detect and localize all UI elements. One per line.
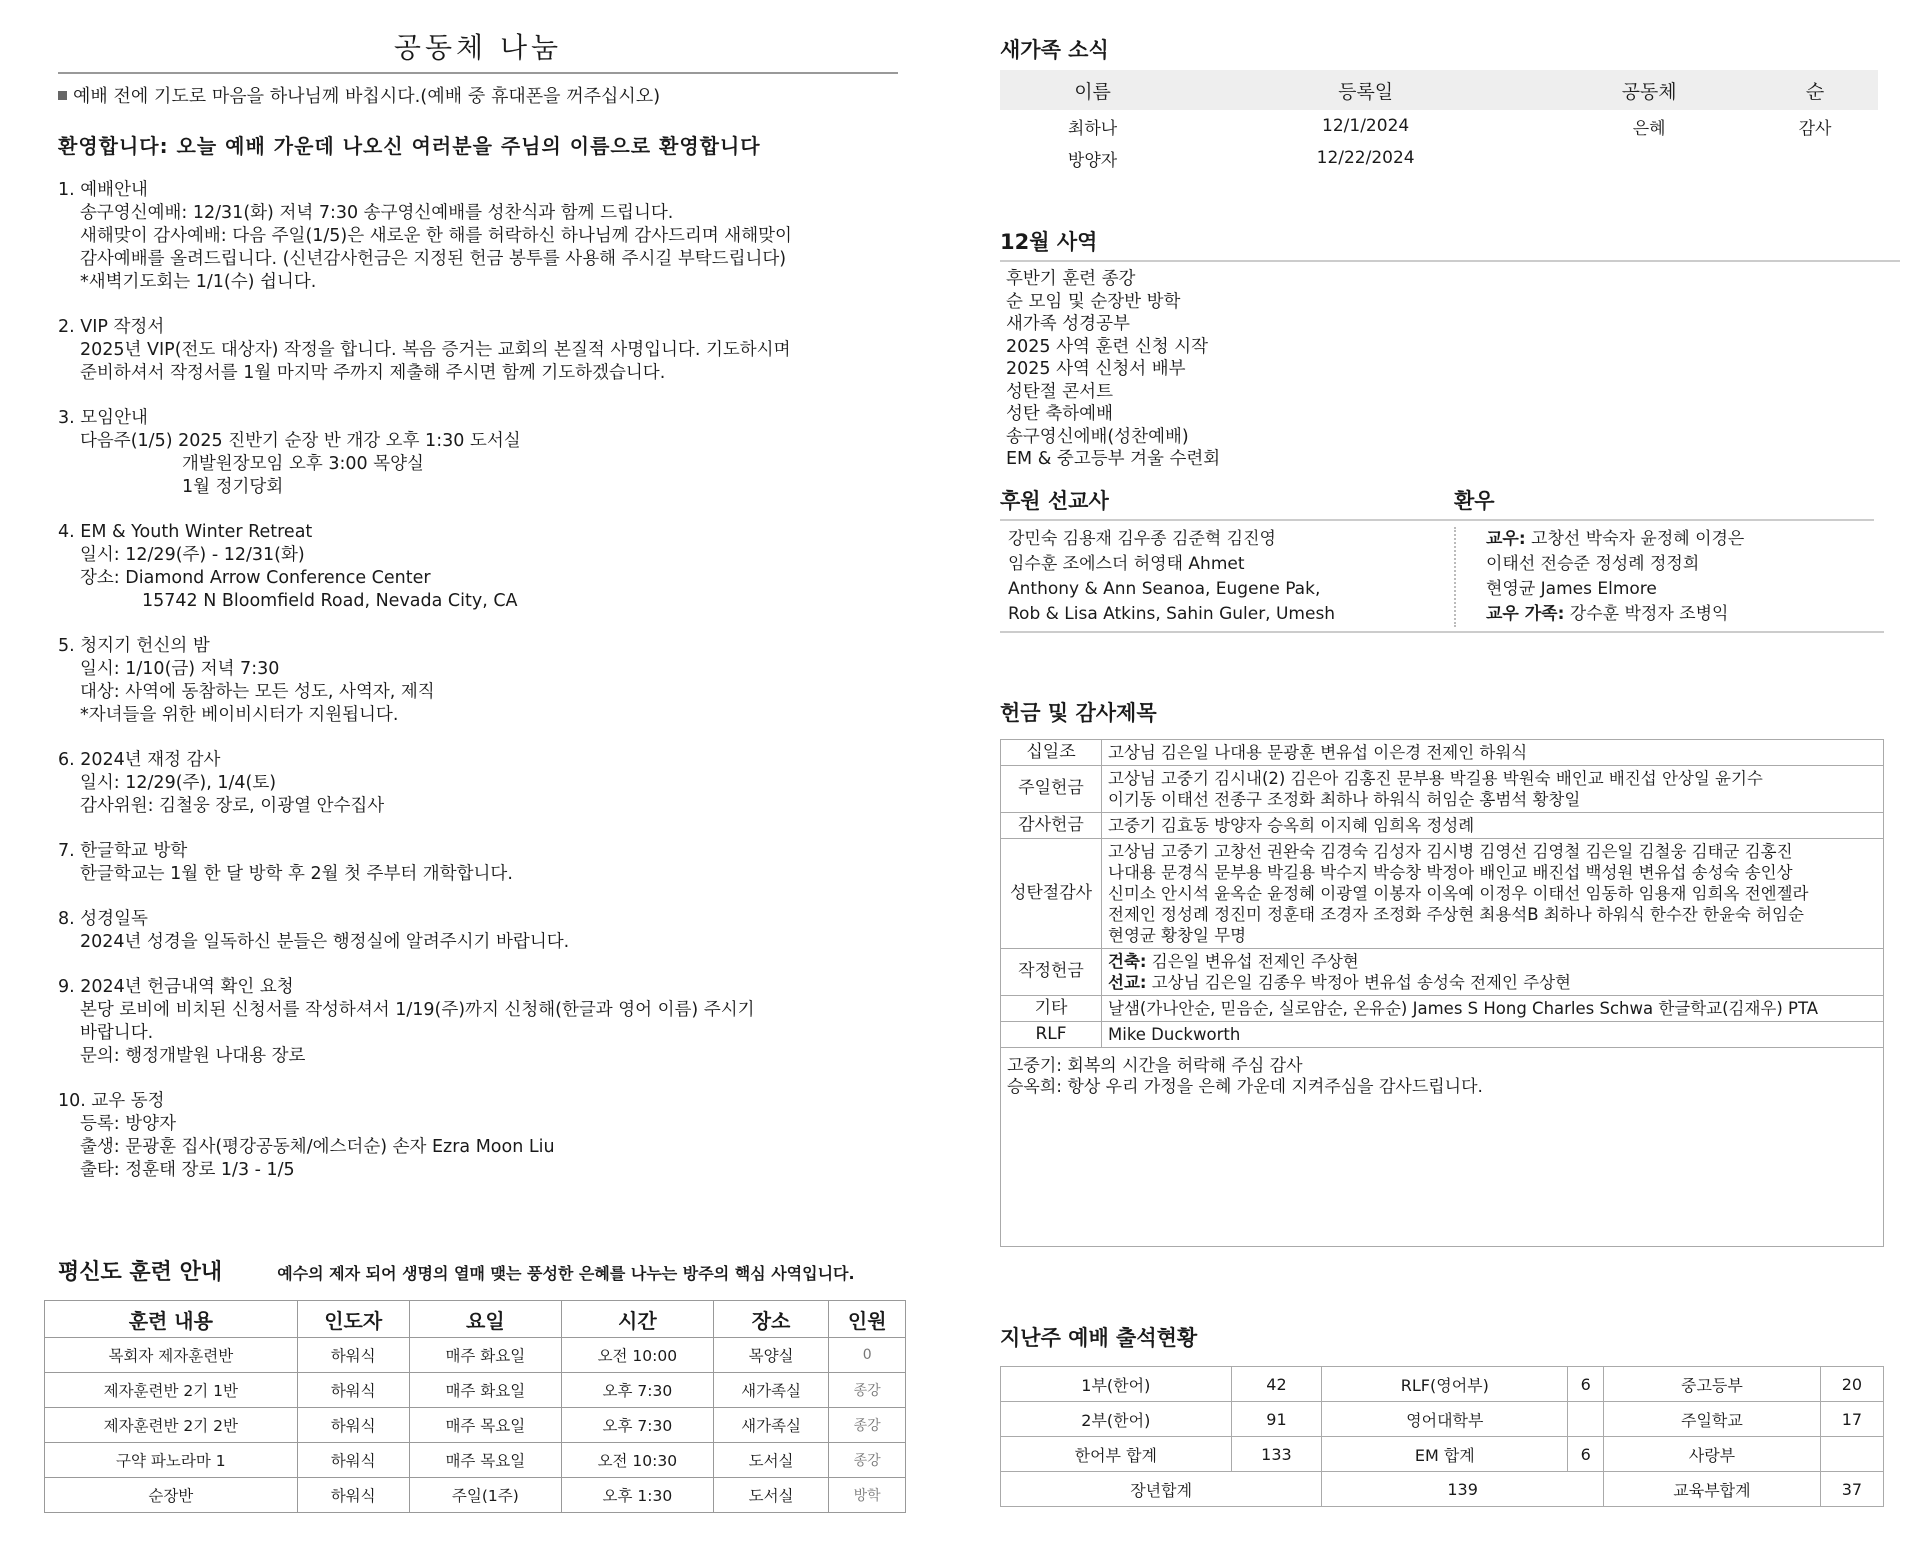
training-table bbox=[44, 1300, 906, 1513]
table-cell: 139 bbox=[1322, 1472, 1604, 1507]
announcement-item bbox=[58, 316, 898, 385]
row-content bbox=[1102, 765, 1884, 812]
announcement-line: 한글학교는 1월 한 달 방학 후 2월 첫 주부터 개학합니다. bbox=[80, 864, 513, 884]
table-cell: 최하나 bbox=[1067, 118, 1118, 139]
table-body bbox=[1001, 1367, 1884, 1507]
announcement-heading: 2. VIP 작정서 bbox=[58, 317, 165, 337]
list-item-label: 교우: bbox=[1486, 528, 1526, 549]
announcement-line: 일시: 1/10(금) 저녁 7:30 bbox=[80, 659, 280, 679]
row-label: 십일조 bbox=[1001, 739, 1102, 765]
announcement-line: 다음주(1/5) 2025 진반기 순장 반 개강 오후 1:30 도서실 bbox=[80, 431, 521, 451]
attendance-table bbox=[1000, 1366, 1884, 1507]
content-text: 고상님 김은일 김종우 박정아 변유섭 송성숙 전제인 주상현 bbox=[1146, 972, 1571, 992]
table-row bbox=[45, 1338, 906, 1373]
table-row bbox=[1001, 948, 1884, 995]
content-line: 신미소 안시석 윤옥순 윤정혜 이광열 이봉자 이옥예 이정우 이태선 임동하 임용재 임희옥 전엔젤라 bbox=[1108, 883, 1809, 903]
announcements bbox=[58, 179, 898, 1182]
notice-text: 예배 전에 기도로 마음을 하나님께 바칩시다.(예배 중 휴대폰을 꺼주십시오) bbox=[73, 86, 661, 107]
table-cell: 매주 화요일 bbox=[409, 1338, 561, 1373]
table-body bbox=[45, 1338, 906, 1513]
table-row bbox=[45, 1408, 906, 1443]
welcome-text: 환영합니다: 오늘 예배 가운데 나오신 여러분을 주님의 이름으로 환영합니다 bbox=[58, 134, 761, 158]
list-item: EM & 중고등부 겨울 수련회 bbox=[1006, 449, 1221, 469]
announcement-line: 바랍니다. bbox=[80, 1023, 154, 1043]
table-cell: 0 bbox=[829, 1338, 906, 1373]
sick-title: 환우 bbox=[1454, 488, 1495, 513]
announcement-item bbox=[58, 976, 898, 1068]
table-cell: 한어부 합계 bbox=[1001, 1437, 1232, 1472]
table-cell: 주일학교 bbox=[1603, 1402, 1820, 1437]
column-header: 등록일 bbox=[1185, 70, 1546, 110]
content-label: 건축: bbox=[1108, 951, 1147, 971]
table-cell: 133 bbox=[1231, 1437, 1322, 1472]
content-text: 김은일 변유섭 전제인 주상현 bbox=[1146, 951, 1359, 971]
right-page bbox=[1000, 0, 1900, 1500]
training-header bbox=[58, 1255, 908, 1286]
announcement-line: 대상: 사역에 동참하는 모든 성도, 사역자, 제직 bbox=[80, 682, 435, 702]
row-content bbox=[1102, 812, 1884, 838]
column-header: 공동체 bbox=[1546, 70, 1752, 110]
announcement-line: 2025년 VIP(전도 대상자) 작정을 합니다. 복음 증거는 교회의 본질적 사명입니다. 기도하시며 bbox=[80, 340, 791, 360]
table-cell: 오후 7:30 bbox=[561, 1373, 713, 1408]
sick-block bbox=[1454, 485, 1874, 627]
table-cell: 12/22/2024 bbox=[1316, 148, 1415, 168]
table-body bbox=[1000, 110, 1878, 174]
left-page bbox=[58, 0, 898, 1505]
table-cell: 제자훈련반 2기 1반 bbox=[45, 1373, 298, 1408]
column-header: 요일 bbox=[409, 1301, 561, 1338]
section-divider bbox=[1454, 519, 1874, 521]
content-line: 날샘(가나안순, 믿음순, 실로암순, 온유순) James S Hong Charles Schwa 한글학교(김재우) PTA bbox=[1108, 998, 1819, 1018]
column-header: 장소 bbox=[713, 1301, 829, 1338]
announcement-line: 새해맞이 감사예배: 다음 주일(1/5)은 새로운 한 해를 허락하신 하나님께 감사드리며 새해맞이 bbox=[80, 226, 792, 246]
list-item: Anthony & Ann Seanoa, Eugene Pak, bbox=[1008, 578, 1321, 599]
row-label: 감사헌금 bbox=[1001, 812, 1102, 838]
table-cell: 종강 bbox=[829, 1373, 906, 1408]
announcement-line: 일시: 12/29(주), 1/4(토) bbox=[80, 773, 277, 793]
content-line: 고상님 김은일 나대용 문광훈 변유섭 이은경 전제인 하워식 bbox=[1108, 742, 1528, 762]
sick-list bbox=[1454, 527, 1874, 627]
announcement-heading: 10. 교우 동정 bbox=[58, 1091, 165, 1111]
list-item: 임수훈 조에스더 허영태 Ahmet bbox=[1008, 553, 1245, 574]
announcement-line: 1월 정기당회 bbox=[182, 477, 284, 497]
table-cell: 20 bbox=[1820, 1367, 1883, 1402]
row-content bbox=[1102, 739, 1884, 765]
list-item-text: 강수훈 박정자 조병익 bbox=[1564, 603, 1729, 624]
missionary-list bbox=[1000, 527, 1460, 627]
column-header: 순 bbox=[1752, 70, 1878, 110]
table-cell: 도서실 bbox=[713, 1443, 829, 1478]
table-cell: 37 bbox=[1820, 1472, 1883, 1507]
attendance-title: 지난주 예배 출석현황 bbox=[1000, 1326, 1198, 1350]
table-row bbox=[45, 1443, 906, 1478]
content-label: 선교: bbox=[1108, 972, 1147, 992]
square-bullet-icon bbox=[58, 91, 67, 100]
row-label: 주일헌금 bbox=[1001, 765, 1102, 812]
announcement-line: 송구영신예배: 12/31(화) 저녁 7:30 송구영신예배를 성찬식과 함께 드립니다. bbox=[80, 203, 674, 223]
announcement-heading: 9. 2024년 헌금내역 확인 요청 bbox=[58, 977, 294, 997]
content-line: 고상님 고중기 고창선 권완숙 김경숙 김성자 김시병 김영선 김영철 김은일 김철웅 김태군 김홍진 bbox=[1108, 841, 1793, 861]
announcement-line: 문의: 행정개발원 나대용 장로 bbox=[80, 1046, 306, 1066]
table-cell: 방양자 bbox=[1067, 150, 1118, 171]
list-item: 성탄 축하예배 bbox=[1006, 404, 1113, 424]
thanks-row bbox=[1001, 1047, 1884, 1246]
table-cell: 하워식 bbox=[297, 1478, 409, 1513]
announcement-item bbox=[58, 521, 898, 613]
row-label: RLF bbox=[1001, 1021, 1102, 1047]
table-header-row bbox=[1000, 70, 1878, 110]
row-label: 작정헌금 bbox=[1001, 948, 1102, 995]
table-row bbox=[1000, 110, 1878, 142]
content-line: 현영균 황창일 무명 bbox=[1108, 925, 1247, 945]
announcement-item bbox=[58, 1090, 898, 1182]
list-item: 송구영신에배(성찬예배) bbox=[1006, 426, 1189, 447]
table-cell bbox=[1568, 1402, 1604, 1437]
announcement-heading: 6. 2024년 재정 감사 bbox=[58, 750, 221, 770]
thanks-cell bbox=[1001, 1047, 1884, 1246]
table-cell: 매주 화요일 bbox=[409, 1373, 561, 1408]
training-title: 평신도 훈련 안내 bbox=[58, 1260, 223, 1285]
content-line: 고중기 김효동 방양자 승옥희 이지혜 임희옥 정성례 bbox=[1108, 815, 1475, 835]
table-cell: 목회자 제자훈련반 bbox=[45, 1338, 298, 1373]
announcement-item bbox=[58, 179, 898, 294]
announcement-line: 15742 N Bloomfield Road, Nevada City, CA bbox=[142, 591, 518, 611]
table-row bbox=[1001, 995, 1884, 1021]
announcement-line: 출타: 정훈태 장로 1/3 - 1/5 bbox=[80, 1160, 295, 1180]
table-cell bbox=[1546, 142, 1752, 174]
content-line: 전제인 정성례 정진미 정훈태 조경자 조정화 주상현 최용석B 최하나 하워식 한수잔 한윤숙 허임순 bbox=[1108, 904, 1804, 924]
column-header: 이름 bbox=[1000, 70, 1185, 110]
thanks-line: 고중기: 회복의 시간을 허락해 주심 감사 bbox=[1007, 1055, 1303, 1076]
row-content bbox=[1102, 838, 1884, 948]
table-body bbox=[1001, 739, 1884, 1246]
table-cell: 하워식 bbox=[297, 1373, 409, 1408]
column-header: 인도자 bbox=[297, 1301, 409, 1338]
december-title: 12월 사역 bbox=[1000, 230, 1098, 254]
list-item bbox=[1486, 602, 1874, 627]
table-cell bbox=[1752, 142, 1878, 174]
table-cell: 매주 목요일 bbox=[409, 1408, 561, 1443]
announcement-line: 출생: 문광훈 집사(평강공동체/에스더순) 손자 Ezra Moon Liu bbox=[80, 1137, 555, 1157]
table-cell: 사랑부 bbox=[1603, 1437, 1820, 1472]
announcement-heading: 7. 한글학교 방학 bbox=[58, 841, 188, 861]
table-row bbox=[1000, 142, 1878, 174]
content-line: 나대용 문경식 문부용 박길용 박수지 박승창 박정아 배인교 배진섭 백성원 변유섭 송성숙 송인상 bbox=[1108, 862, 1793, 882]
announcement-item bbox=[58, 749, 898, 818]
announcement-line: 개발원장모임 오후 3:00 목양실 bbox=[182, 454, 424, 474]
table-cell: 91 bbox=[1231, 1402, 1322, 1437]
announcement-item bbox=[58, 840, 898, 886]
table-cell: 2부(한어) bbox=[1001, 1402, 1232, 1437]
table-cell: 12/1/2024 bbox=[1322, 116, 1410, 136]
content-line bbox=[1108, 972, 1877, 993]
new-family-title: 새가족 소식 bbox=[1000, 38, 1109, 62]
offering-title: 헌금 및 감사제목 bbox=[1000, 700, 1157, 725]
announcement-line: *자녀들을 위한 베이비시터가 지원됩니다. bbox=[80, 705, 399, 725]
column-header: 시간 bbox=[561, 1301, 713, 1338]
attendance-section bbox=[1000, 1322, 1884, 1507]
content-line: Mike Duckworth bbox=[1108, 1024, 1241, 1044]
list-item: 후반기 훈련 종강 bbox=[1006, 269, 1136, 289]
table-cell: 매주 목요일 bbox=[409, 1443, 561, 1478]
table-cell: 도서실 bbox=[713, 1478, 829, 1513]
notice bbox=[58, 82, 898, 108]
announcement-line: 2024년 성경을 일독하신 분들은 행정실에 알려주시기 바랍니다. bbox=[80, 932, 570, 952]
table-cell: 1부(한어) bbox=[1001, 1367, 1232, 1402]
announcement-item bbox=[58, 635, 898, 727]
table-row bbox=[45, 1373, 906, 1408]
new-family-table bbox=[1000, 70, 1878, 174]
list-item bbox=[1486, 527, 1874, 552]
december-section bbox=[1000, 226, 1900, 471]
table-cell: RLF(영어부) bbox=[1322, 1367, 1568, 1402]
total-row bbox=[1001, 1472, 1884, 1507]
list-item: 성탄절 콘서트 bbox=[1006, 381, 1113, 402]
row-label: 기타 bbox=[1001, 995, 1102, 1021]
table-cell: 42 bbox=[1231, 1367, 1322, 1402]
page-title: 공동체 나눔 bbox=[393, 31, 563, 64]
table-row bbox=[1001, 1021, 1884, 1047]
content-line bbox=[1108, 951, 1877, 972]
announcement-heading: 3. 모임안내 bbox=[58, 408, 148, 428]
announcement-line: *새벽기도회는 1/1(수) 쉽니다. bbox=[80, 272, 317, 292]
announcement-line: 준비하셔서 작정서를 1월 마지막 주까지 제출해 주시면 함께 기도하겠습니다. bbox=[80, 363, 666, 383]
offering-section bbox=[1000, 697, 1900, 1247]
table-row bbox=[1001, 1367, 1884, 1402]
title-divider bbox=[58, 72, 898, 74]
training-subtitle: 예수의 제자 되어 생명의 열매 맺는 풍성한 은혜를 나누는 방주의 핵심 사역입니다. bbox=[277, 1264, 855, 1283]
table-cell: 제자훈련반 2기 2반 bbox=[45, 1408, 298, 1443]
table-cell: 주일(1주) bbox=[409, 1478, 561, 1513]
table-cell: 장년합계 bbox=[1001, 1472, 1322, 1507]
content-line: 고상님 고중기 김시내(2) 김은아 김홍진 문부용 박길용 박원숙 배인교 배진섭 안상일 윤기수 bbox=[1108, 768, 1763, 788]
table-cell: 하워식 bbox=[297, 1338, 409, 1373]
content-line: 이기동 이태선 전종구 조정화 최하나 하워식 허임순 홍범석 황창일 bbox=[1108, 789, 1581, 809]
announcement-line: 장소: Diamond Arrow Conference Center bbox=[80, 568, 431, 588]
table-cell: 교육부합계 bbox=[1603, 1472, 1820, 1507]
row-label: 성탄절감사 bbox=[1001, 838, 1102, 948]
row-content bbox=[1102, 948, 1884, 995]
table-cell: 오전 10:00 bbox=[561, 1338, 713, 1373]
announcement-line: 감사위원: 김철웅 장로, 이광열 안수집사 bbox=[80, 796, 385, 816]
table-cell: 6 bbox=[1568, 1367, 1604, 1402]
table-cell: 하워식 bbox=[297, 1408, 409, 1443]
list-item-text: 고창선 박숙자 윤정혜 이경은 bbox=[1525, 528, 1745, 549]
table-cell: EM 합계 bbox=[1322, 1437, 1568, 1472]
offering-table bbox=[1000, 739, 1884, 1247]
table-row bbox=[1001, 765, 1884, 812]
list-item: 새가족 성경공부 bbox=[1006, 314, 1130, 334]
list-item-label: 교우 가족: bbox=[1486, 603, 1565, 624]
list-item: 강민숙 김용재 김우종 김준혁 김진영 bbox=[1008, 528, 1276, 549]
section-divider bbox=[1000, 519, 1460, 521]
list-item: Rob & Lisa Atkins, Sahin Guler, Umesh bbox=[1008, 603, 1336, 624]
table-row bbox=[1001, 838, 1884, 948]
december-list bbox=[1000, 268, 1900, 471]
table-cell: 구약 파노라마 1 bbox=[45, 1443, 298, 1478]
missionary-sick-section bbox=[1000, 485, 1900, 627]
table-cell: 순장반 bbox=[45, 1478, 298, 1513]
table-cell: 종강 bbox=[829, 1443, 906, 1478]
table-cell: 새가족실 bbox=[713, 1408, 829, 1443]
column-header: 훈련 내용 bbox=[45, 1301, 298, 1338]
table-row bbox=[1001, 739, 1884, 765]
list-item: 2025 사역 훈련 신청 시작 bbox=[1006, 336, 1209, 357]
missionary-block bbox=[1000, 485, 1460, 627]
table-row bbox=[1001, 812, 1884, 838]
table-cell bbox=[1820, 1437, 1883, 1472]
section-divider bbox=[1000, 631, 1884, 633]
table-cell: 영어대학부 bbox=[1322, 1402, 1568, 1437]
table-cell: 새가족실 bbox=[713, 1373, 829, 1408]
announcement-item bbox=[58, 407, 898, 499]
list-item-text: 이태선 전승준 정성례 정정희 bbox=[1486, 553, 1700, 574]
announcement-heading: 5. 청지기 헌신의 밤 bbox=[58, 636, 210, 656]
table-cell: 오후 1:30 bbox=[561, 1478, 713, 1513]
section-divider bbox=[1000, 260, 1900, 262]
thanks-line: 승옥희: 항상 우리 가정을 은혜 가운데 지켜주심을 감사드립니다. bbox=[1007, 1076, 1483, 1097]
table-cell: 중고등부 bbox=[1603, 1367, 1820, 1402]
announcement-heading: 8. 성경일독 bbox=[58, 909, 148, 929]
announcement-line: 등록: 방양자 bbox=[80, 1114, 176, 1134]
list-item bbox=[1486, 552, 1874, 577]
announcement-heading: 1. 예배안내 bbox=[58, 180, 148, 200]
table-cell: 17 bbox=[1820, 1402, 1883, 1437]
list-item-text: 현영균 James Elmore bbox=[1486, 578, 1657, 599]
list-item: 2025 사역 신청서 배부 bbox=[1006, 359, 1186, 379]
table-cell: 종강 bbox=[829, 1408, 906, 1443]
row-content bbox=[1102, 995, 1884, 1021]
table-cell: 오전 10:30 bbox=[561, 1443, 713, 1478]
table-row bbox=[1001, 1402, 1884, 1437]
table-cell: 오후 7:30 bbox=[561, 1408, 713, 1443]
table-row bbox=[45, 1478, 906, 1513]
announcement-line: 본당 로비에 비치된 신청서를 작성하셔서 1/19(주)까지 신청해(한글과 영어 이름) 주시기 bbox=[80, 1000, 755, 1020]
list-item: 순 모임 및 순장반 방학 bbox=[1006, 291, 1181, 312]
column-header: 인원 bbox=[829, 1301, 906, 1338]
table-cell: 방학 bbox=[829, 1478, 906, 1513]
list-item bbox=[1486, 577, 1874, 602]
table-cell: 6 bbox=[1568, 1437, 1604, 1472]
table-cell: 목양실 bbox=[713, 1338, 829, 1373]
missionary-title: 후원 선교사 bbox=[1000, 488, 1109, 513]
table-row bbox=[1001, 1437, 1884, 1472]
table-header-row bbox=[45, 1301, 906, 1338]
new-family-section bbox=[1000, 34, 1900, 174]
announcement-line: 일시: 12/29(주) - 12/31(화) bbox=[80, 545, 305, 565]
table-cell: 은혜 bbox=[1632, 118, 1666, 139]
row-content bbox=[1102, 1021, 1884, 1047]
announcement-item bbox=[58, 908, 898, 954]
announcement-heading: 4. EM & Youth Winter Retreat bbox=[58, 522, 313, 542]
announcement-line: 감사예배를 올려드립니다. (신년감사헌금은 지정된 헌금 봉투를 사용해 주시길 부탁드립니다) bbox=[80, 249, 787, 269]
table-cell: 감사 bbox=[1798, 118, 1832, 139]
table-cell: 하워식 bbox=[297, 1443, 409, 1478]
